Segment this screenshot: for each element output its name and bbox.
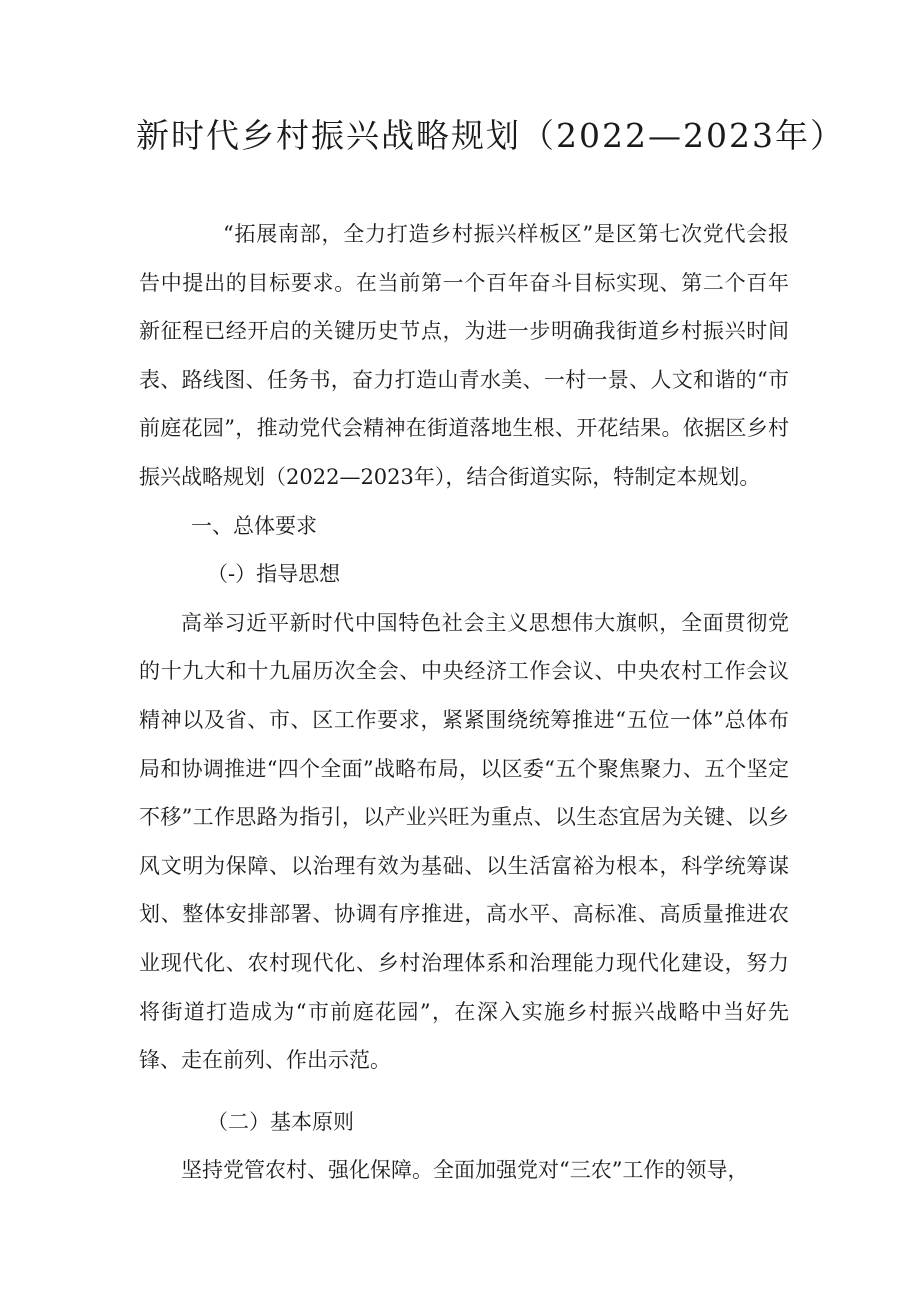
subsection-heading-basic-principles: （二）基本原则 <box>207 1109 354 1134</box>
document-body <box>139 210 789 1195</box>
guiding-thought-paragraph: 高举习近平新时代中国特色社会主义思想伟大旗帜，全面贯彻党的十九大和十九届历次全会、中央经济工作会议、中央农村工作会议精神以及省、市、区工作要求，紧紧围绕统筹推进“五位一体”总体布局和协调推进“四个全面”战略布局，以区委“五个聚焦聚力、五个坚定不移”工作思路为指引，以产业兴旺为重点、以生态宜居为关键、以乡风文明为保障、以治理有效为基础、以生活富裕为根本，科学统筹谋划、整体安排部署、协调有序推进，高水平、高标准、高质量推进农业现代化、农村现代化、乡村治理体系和治理能力现代化建设，努力将街道打造成为“市前庭花园”，在深入实施乡村振兴战略中当好先锋、走在前列、作出示范。 <box>139 610 789 1073</box>
basic-principles-paragraph: 坚持党管农村、强化保障。全面加强党对“三农”工作的领导， <box>181 1158 749 1183</box>
intro-paragraph: “拓展南部，全力打造乡村振兴样板区”是区第七次党代会报告中提出的目标要求。在当前第一个百年奋斗目标实现、第二个百年新征程已经开启的关键历史节点，为进一步明确我街道乡村振兴时间表、路线图、任务书，奋力打造山青水美、一村一景、人文和谐的“市前庭花园”，推动党代会精神在街道落地生根、开花结果。依据区乡村振兴战略规划（2022—2023年），结合街道实际，特制定本规划。 <box>139 222 789 489</box>
document-title: 新时代乡村振兴战略规划（2022—2023年） <box>136 116 845 155</box>
subsection-heading-guiding-thought: （-）指导思想 <box>207 562 341 587</box>
section-heading-overall-requirements: 一、总体要求 <box>191 513 317 538</box>
